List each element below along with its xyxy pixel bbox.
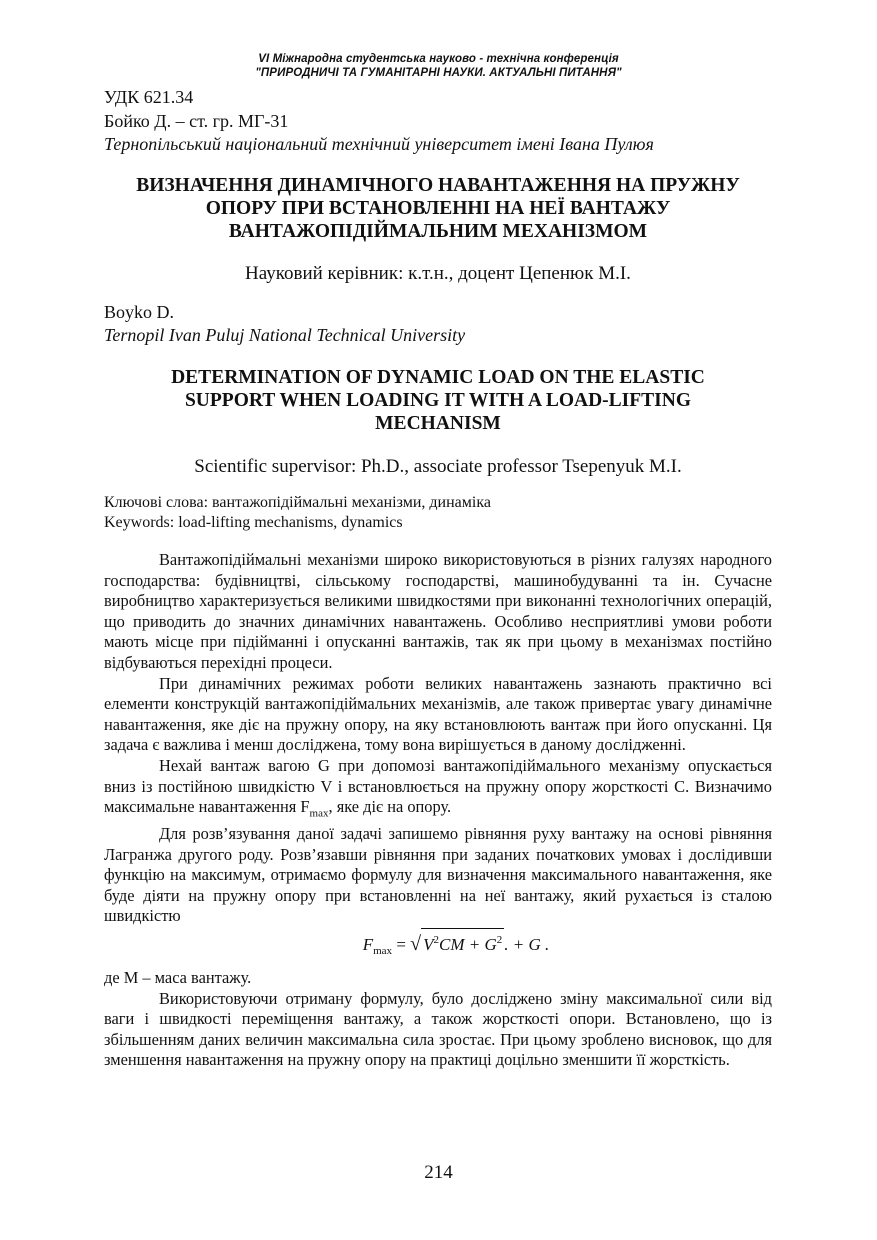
affiliation-en: Ternopil Ivan Puluj National Technical University	[104, 325, 466, 345]
keywords-ua: Ключові слова: вантажопідіймальні механізми, динаміка	[104, 494, 491, 511]
title-en-line3: MECHANISM	[375, 413, 501, 434]
title-ua-line2: ОПОРУ ПРИ ВСТАНОВЛЕННІ НА НЕЇ ВАНТАЖУ	[205, 198, 671, 219]
paragraph-5: де М – маса вантажу.	[104, 967, 252, 987]
formula-lhs-subscript: max	[373, 944, 393, 957]
title-ua-line1: ВИЗНАЧЕННЯ ДИНАМІЧНОГО НАВАНТАЖЕННЯ НА ПРУЖНУ	[136, 175, 740, 196]
paragraph-3	[104, 756, 772, 824]
paragraph-3-tail: , яке діє на опору.	[328, 797, 452, 817]
affiliation-ua: Тернопільський національний технічний університет імені Івана Пулюя	[104, 134, 654, 154]
title-en-line1: DETERMINATION OF DYNAMIC LOAD ON THE ELASTIC	[171, 367, 705, 388]
conference-header-line2: "ПРИРОДНИЧІ ТА ГУМАНІТАРНІ НАУКИ. АКТУАЛЬНІ ПИТАННЯ"	[255, 67, 622, 79]
paragraph-2: При динамічних режимах роботи великих навантажень зазнають практично всі елементи конструкцій вантажопідіймальних механізмів, але також привертає увагу динамічне навантаження, яке діє на пружну опору, на яку встановлюють вантаж при його опусканні. Ця задача є важлива і менш досліджена, тому вона вирішується в даному дослідженні.	[104, 673, 772, 755]
author-ua: Бойко Д. – ст. гр. МГ-31	[104, 111, 289, 131]
title-ua-line3: ВАНТАЖОПІДІЙМАЛЬНИМ МЕХАНІЗМОМ	[228, 221, 648, 242]
formula-g-exponent: 2	[496, 933, 503, 946]
fmax-subscript: max	[309, 807, 329, 820]
paragraph-3-text: Нехай вантаж вагою G при допомозі вантажопідіймального механізму опускається вниз із постійною швидкістю V і встановлюється на пружну опору жорсткості С. Визначимо максимальне навантаження F	[104, 755, 772, 817]
supervisor-ua: Науковий керівник: к.т.н., доцент Цепенюк М.І.	[245, 263, 631, 284]
formula-v: V	[423, 934, 434, 954]
title-en-line2: SUPPORT WHEN LOADING IT WITH A LOAD-LIFTING	[184, 390, 692, 411]
author-en: Boyko D.	[104, 302, 175, 322]
paragraph-1: Вантажопідіймальні механізми широко використовуються в різних галузях народного господарства: будівництві, сільському господарстві, машинобудуванні та ін. Сучасне виробництво характеризується великими швидкостями при виконанні технологічних операцій, що приводить до значних динамічних навантажень. Особливо несприятливі умови роботи мають місце при підійманні і опусканні вантажів, так як при цьому в механізмах постійно відбуваються перехідні процеси.	[104, 550, 772, 672]
formula-v-exponent: 2	[433, 933, 440, 946]
keywords-en: Keywords: load-lifting mechanisms, dynamics	[104, 514, 403, 531]
title-en	[104, 366, 772, 435]
page-number: 214	[424, 1162, 453, 1183]
formula-lhs: F	[362, 934, 374, 954]
paragraph-6: Використовуючи отриману формулу, було досліджено зміну максимальної сили від ваги і швидкості переміщення вантажу, а також жорсткості опори. Встановлено, що із збільшенням даних величин максимальна сила зростає. При цьому зроблено висновок, що для зменшення навантаження на пружну опору на практиці доцільно зменшити її жорсткість.	[104, 988, 772, 1070]
max-load-formula	[140, 928, 772, 966]
formula-cm-g: CM + G	[439, 934, 497, 954]
title-ua	[104, 174, 772, 243]
formula-tail: . + G .	[504, 934, 550, 954]
formula-equals: =	[392, 934, 411, 954]
conference-header-line1: VI Міжнародна студентська науково - технічна конференція	[258, 53, 619, 65]
supervisor-en: Scientific supervisor: Ph.D., associate professor Tsepenyuk M.I.	[194, 456, 682, 477]
udk-code: УДК 621.34	[104, 87, 194, 107]
formula-radicand	[421, 928, 504, 956]
square-root-icon: √	[410, 932, 422, 955]
article-body	[104, 550, 772, 1071]
paragraph-4: Для розв’язування даної задачі запишемо рівняння руху вантажу на основі рівняння Лагранжа другого роду. Розв’язавши рівняння при заданих початкових умовах і дослідивши функцію на максимум, отримаємо формулу для визначення максимального навантаження, яке буде діяти на пружну опору при встановленні на неї вантажу, який рухається із сталою швидкістю	[104, 824, 772, 926]
